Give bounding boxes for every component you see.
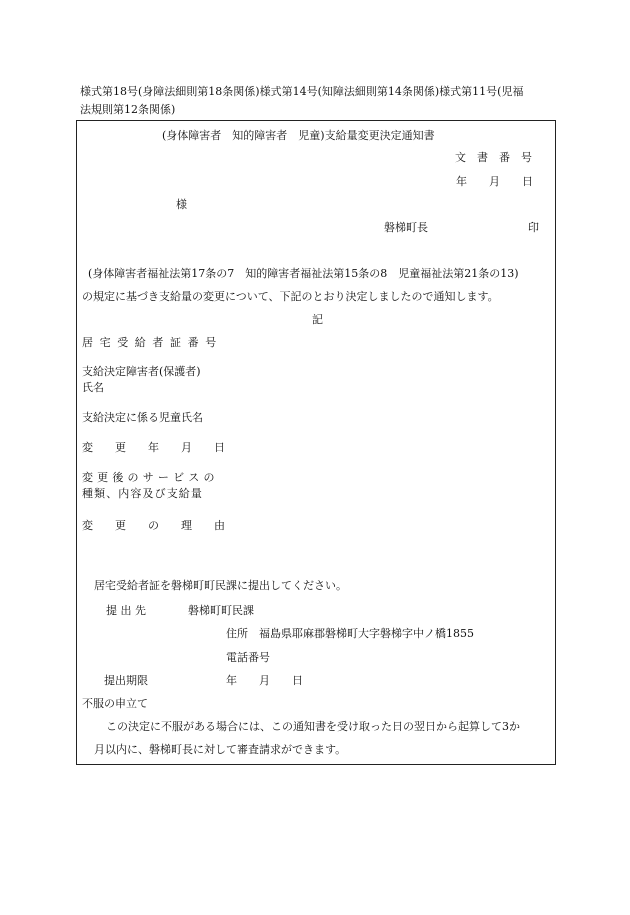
change-date-label: 変 更 年 月 日	[82, 441, 225, 454]
objection-heading: 不服の申立て	[82, 697, 148, 710]
document-title: (身体障害者 知的障害者 児童)支給量変更決定通知書	[162, 129, 435, 142]
form-number-line-2: 法規則第12条関係)	[80, 103, 176, 116]
guardian-name-label-line-1: 支給決定障害者(保護者)	[82, 365, 201, 378]
service-label-line-2: 種類、内容及び支給量	[82, 487, 203, 500]
submission-deadline-value: 年 月 日	[226, 674, 303, 687]
office-address: 住所 福島県耶麻郡磐梯町大字磐梯字中ノ橋1855	[226, 627, 474, 640]
objection-text-line-2: 月以内に、磐梯町長に対して審査請求ができます。	[94, 743, 347, 756]
ki-heading: 記	[312, 313, 323, 326]
submission-destination-value: 磐梯町町民課	[188, 604, 254, 617]
notice-statement: の規定に基づき支給量の変更について、下記のとおり決定しましたので通知します。	[82, 290, 499, 303]
submission-destination-label: 提 出 先	[106, 604, 146, 617]
objection-text-line-1: この決定に不服がある場合には、この通知書を受け取った日の翌日から起算して3か	[106, 720, 520, 733]
guardian-name-label-line-2: 氏名	[82, 381, 104, 394]
submission-deadline-label: 提出期限	[104, 674, 148, 687]
submission-instruction: 居宅受給者証を磐梯町町民課に提出してください。	[94, 579, 347, 592]
legal-basis-line: (身体障害者福祉法第17条の7 知的障害者福祉法第15条の8 児童福祉法第21条の13)	[88, 267, 519, 280]
form-number-line-1: 様式第18号(身障法細則第18条関係)様式第14号(知障法細則第14条関係)様式第11号(児福	[80, 85, 524, 98]
child-name-label: 支給決定に係る児童氏名	[82, 411, 203, 424]
issuer-name: 磐梯町長	[384, 221, 428, 234]
seal-mark: 印	[528, 221, 539, 234]
date-label: 年 月 日	[456, 175, 533, 188]
change-reason-label: 変 更 の 理 由	[82, 519, 225, 532]
recipient-cert-number-label: 居宅受給者証番号	[82, 336, 223, 349]
addressee-suffix: 様	[176, 198, 187, 211]
document-number-label: 文 書 番 号	[455, 151, 532, 164]
phone-number-label: 電話番号	[226, 651, 270, 664]
service-label-line-1: 変更後のサービスの	[82, 471, 219, 484]
